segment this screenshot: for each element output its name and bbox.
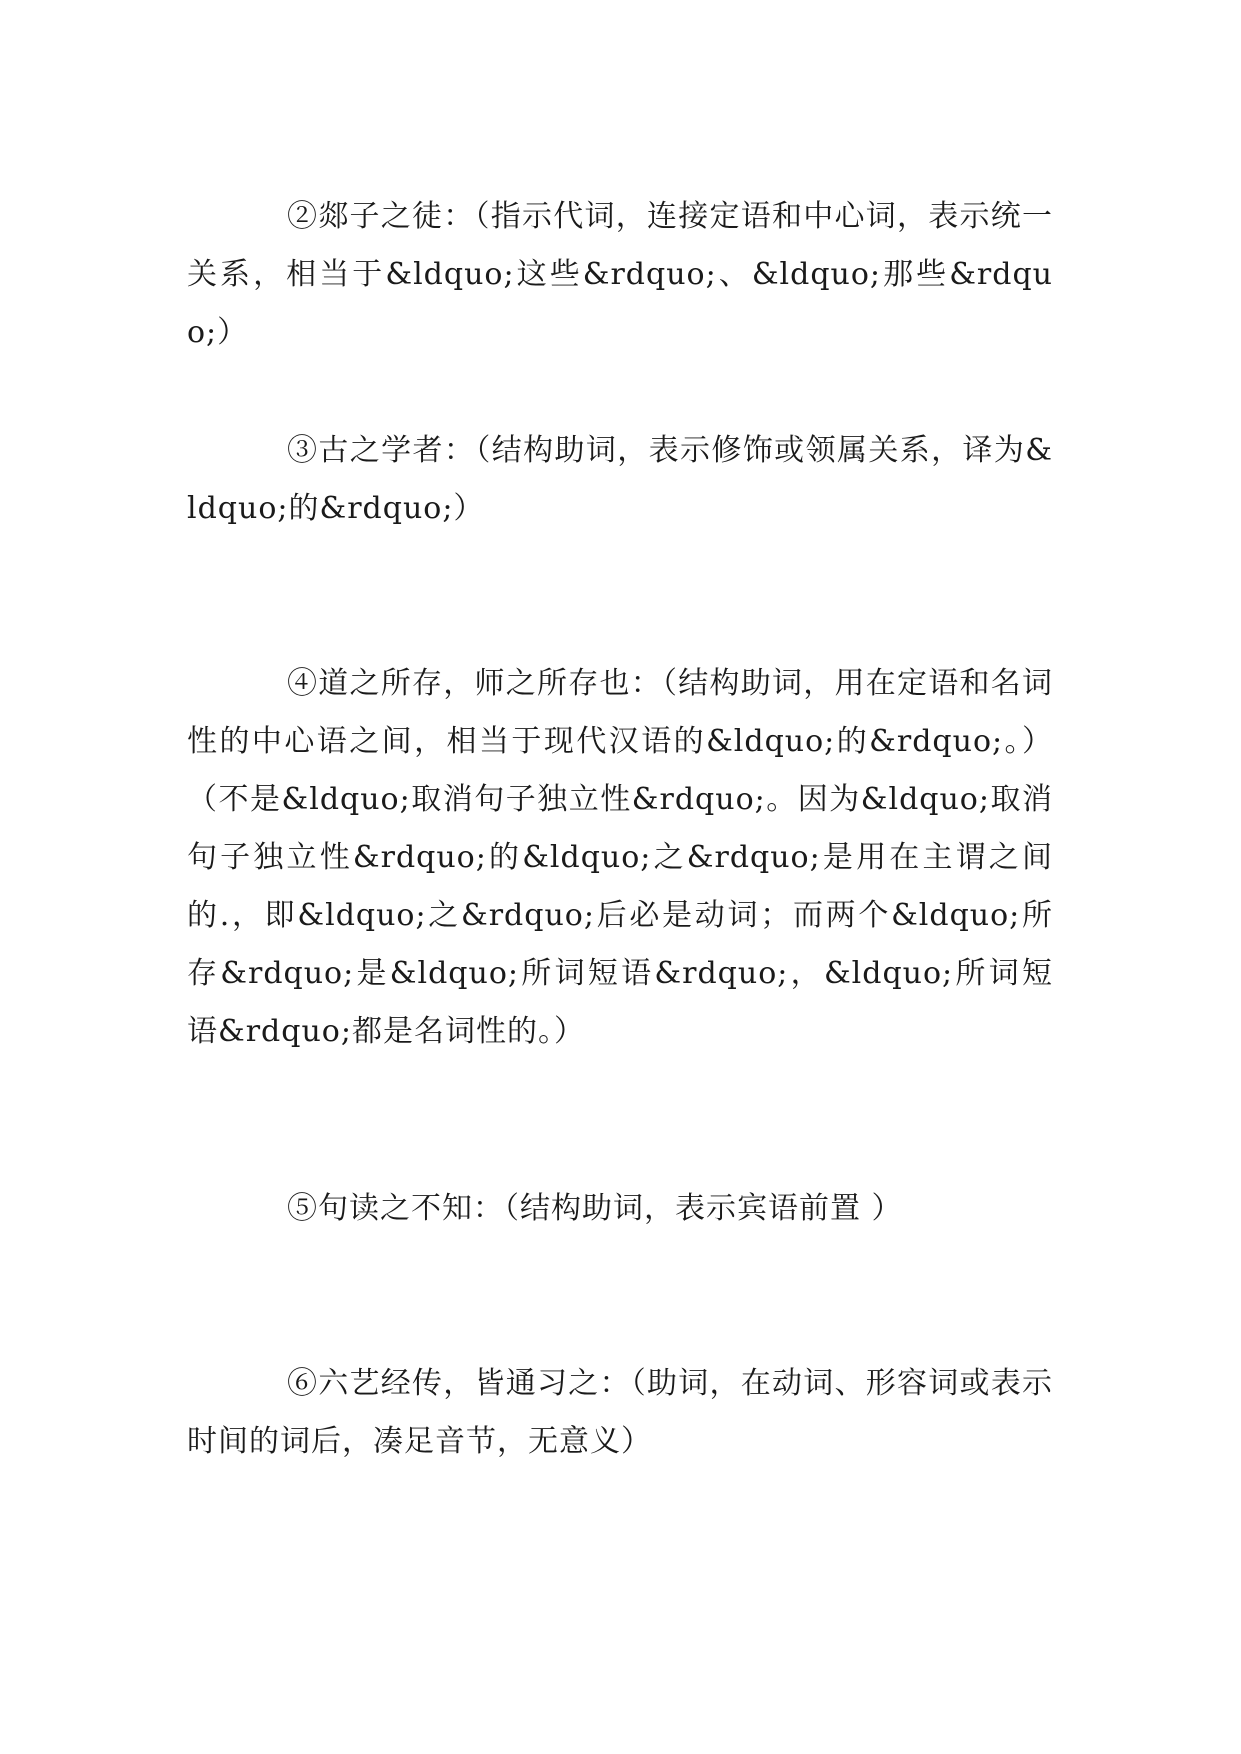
paragraph-example-4: ④道之所存，师之所存也：（结构助词，用在定语和名词性的中心语之间，相当于现代汉语的&ldquo;的&rdquo;。）（不是&ldquo;取消句子独立性&rdquo;。因为&ldquo;取消句子独立性&rdquo;的&ldquo;之&rdquo;是用在主谓之间的.，即&ldquo;之&rdquo;后必是动词；而两个&ldquo;所存&rdquo;是&ldquo;所词短语&rdquo;，&ldquo;所词短语&rdquo;都是名词性的。） — [187, 666, 1053, 1049]
paragraph-example-3: ③古之学者：（结构助词，表示修饰或领属关系，译为&ldquo;的&rdquo;） — [187, 433, 1053, 526]
paragraph-example-5: ⑤句读之不知：（结构助词，表示宾语前置 ） — [287, 1191, 903, 1226]
paragraph-example-6: ⑥六艺经传，皆通习之：（助词，在动词、形容词或表示时间的词后，凑足音节，无意义） — [187, 1366, 1053, 1459]
paragraph-example-2: ②郯子之徒：（指示代词，连接定语和中心词，表示统一关系，相当于&ldquo;这些&rdquo;、&ldquo;那些&rdquo;） — [187, 199, 1053, 350]
